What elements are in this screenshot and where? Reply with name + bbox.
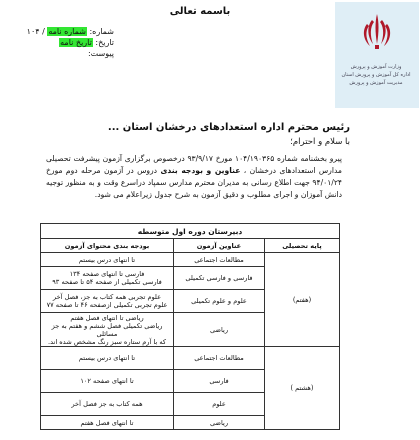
grade-7-cell: (هفتم) <box>265 253 340 347</box>
date-value: تاریخ نامه <box>60 38 92 47</box>
grade-8-cell: (هشتم ) <box>265 347 340 430</box>
letterhead-sidebar <box>335 2 419 108</box>
subject-cell: مطالعات اجتماعی <box>174 253 265 267</box>
letter-body <box>46 153 342 201</box>
table-row <box>41 347 340 370</box>
ministry-line-2: اداره کل آموزش و پرورش استان <box>341 72 411 78</box>
ministry-line-3: مدیریت آموزش و پرورش <box>349 80 403 86</box>
table-caption-row <box>41 224 340 239</box>
budget-line: علوم تجربی تکمیلی ازصفحه ۴۶ تا صفحه ۷۷ <box>46 301 168 309</box>
subject-cell: علوم و علوم تکمیلی <box>174 290 265 313</box>
budget-cell <box>41 267 174 290</box>
date-row <box>6 37 114 48</box>
table-caption: دبیرستان دوره اول متوسطه <box>41 224 340 239</box>
subject-cell: ریاضی <box>174 313 265 347</box>
number-value: شماره نامه <box>48 27 86 36</box>
attachment-row <box>6 48 114 59</box>
budget-line: فارسی تا انتهای صفحه ۱۳۴ <box>69 270 145 278</box>
header-budget: بودجه بندی محتوای آزمون <box>41 239 174 253</box>
budget-line: علوم تجربی همه کتاب به جز، فصل آخر <box>52 293 162 301</box>
body-text-bold: عناوین و بودجه بندی <box>160 166 241 175</box>
budget-line: ریاضی تکمیلی فصل ششم و هفتم به جز مسائلی <box>51 321 163 338</box>
letter-greeting: با سلام و احترام؛ <box>290 137 350 147</box>
table-row <box>41 253 340 267</box>
number-row <box>6 26 114 37</box>
budget-cell: تا انتهای درس بیستم <box>41 347 174 370</box>
letter-metadata <box>6 26 114 59</box>
budget-cell: تا انتهای صفحه ۱۰۲ <box>41 370 174 393</box>
table-header-row <box>41 239 340 253</box>
date-label: تاریخ: <box>95 38 114 47</box>
budget-cell: تا انتهای درس بیستم <box>41 253 174 267</box>
budget-line: فارسی تکمیلی از صفحه ۵۴ تا صفحه ۹۳ <box>52 278 162 286</box>
ministry-line-1: وزارت آموزش و پرورش <box>350 64 402 70</box>
budget-cell <box>41 313 174 347</box>
budget-line: ریاضی تا انتهای فصل هفتم <box>70 313 144 322</box>
budget-cell <box>41 290 174 313</box>
budget-cell: همه کتاب به جز فصل آخر <box>41 393 174 416</box>
subject-cell: علوم <box>174 393 265 416</box>
budget-cell: تا انتهای فصل هفتم <box>41 416 174 430</box>
subject-cell: فارسی <box>174 370 265 393</box>
budget-line: که با آرم ستاره سبز رنگ مشخص شده اند. <box>47 337 167 346</box>
number-suffix: / ۱۰۴ <box>26 27 45 36</box>
subject-cell: فارسی و فارسی تکمیلی <box>174 267 265 290</box>
letter-recipient: رئیس محترم اداره استعدادهای درخشان استان ... <box>107 122 350 133</box>
basmala-heading: باسمه تعالی <box>169 6 231 17</box>
header-grade: پایه تحصیلی <box>265 239 340 253</box>
number-label: شماره: <box>89 27 114 36</box>
exam-budget-table <box>40 223 340 430</box>
attachment-label: پیوست: <box>87 49 114 58</box>
body-text-part1: پیرو بخشنامه شماره ۱۰۴/۱۹۰۳۶۵ مورخ ۹۳/۹/۱۷ درخصوص برگزاری آزمون پیشرفت تحصیلی مدارس استعدادهای درخشان ، <box>46 154 343 175</box>
body-text-part2: دروس در آزمون مرحله دوم مورخ ۹۴/۰۱/۲۴ جهت اطلاع رسانی به مدیران محترم مدارس سمپاد دراسرع وقت و به منظور توجیه دانش آموزان و اجرای مطلوب و دقیق آزمون به شرح جدول زیراعلام می شود. <box>46 166 342 199</box>
header-subject: عناوین آزمون <box>174 239 265 253</box>
subject-cell: ریاضی <box>174 416 265 430</box>
iran-emblem-icon <box>361 12 393 52</box>
subject-cell: مطالعات اجتماعی <box>174 347 265 370</box>
